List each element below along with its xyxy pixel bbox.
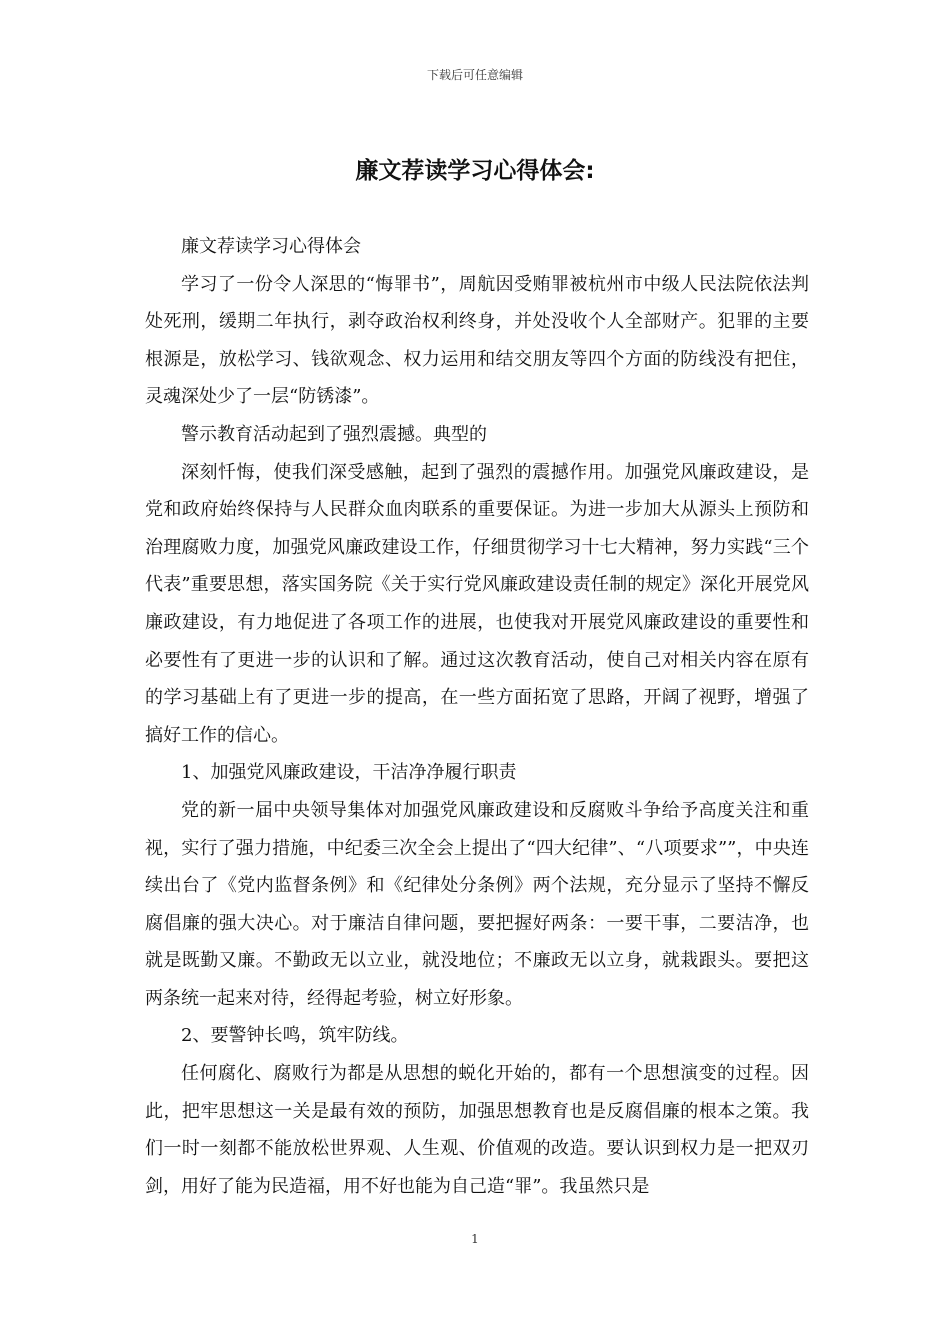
document-title: 廉文荐读学习心得体会: [355, 158, 595, 184]
paragraph: 廉文荐读学习心得体会 [181, 236, 361, 257]
paragraph: 党的新一届中央领导集体对加强党风廉政建设和反腐败斗争给予高度关注和重视，实行了强力措施，中纪委三次全会上提出了“四大纪律”、“八项要求””，中央连续出台了《党内监督条例》和《纪律处分条例》两个法规，充分显示了坚持不懈反腐倡廉的强大决心。对于廉洁自律问题，要把握好两条：一要干事，二要洁净，也就是既勤又廉。不勤政无以立业，就没地位；不廉政无以立身，就栽跟头。要把这两条统一起来对待，经得起考验，树立好形象。 [145, 799, 809, 1009]
document-body [145, 228, 809, 1205]
page-number: 1 [471, 1232, 479, 1246]
header-note: 下载后可任意编辑 [426, 68, 523, 82]
section-heading: 2、要警钟长鸣，筑牢防线。 [181, 1025, 409, 1047]
paragraph: 学习了一份令人深思的“悔罪书”，周航因受贿罪被杭州市中级人民法院依法判处死刑，缓期二年执行，剥夺政治权利终身，并处没收个人全部财产。犯罪的主要根源是，放松学习、钱欲观念、权力运用和结交朋友等四个方面的防线没有把住，灵魂深处少了一层“防锈漆”。 [145, 273, 809, 408]
paragraph: 警示教育活动起到了强烈震撼。典型的 [181, 423, 487, 445]
paragraph: 深刻忏悔，使我们深受感触，起到了强烈的震撼作用。加强党风廉政建设，是党和政府始终保持与人民群众血肉联系的重要保证。为进一步加大从源头上预防和治理腐败力度，加强党风廉政建设工作，仔细贯彻学习十七大精神，努力实践“三个代表”重要思想，落实国务院《关于实行党风廉政建设责任制的规定》深化开展党风廉政建设，有力地促进了各项工作的进展，也使我对开展党风廉政建设的重要性和必要性有了更进一步的认识和了解。通过这次教育活动，使自己对相关内容在原有的学习基础上有了更进一步的提高，在一些方面拓宽了思路，开阔了视野，增强了搞好工作的信心。 [145, 461, 809, 746]
section-heading: 1、加强党风廉政建设，干洁净净履行职责 [181, 762, 517, 784]
paragraph: 任何腐化、腐败行为都是从思想的蜕化开始的，都有一个思想演变的过程。因此，把牢思想这一关是最有效的预防，加强思想教育也是反腐倡廉的根本之策。我们一时一刻都不能放松世界观、人生观、价值观的改造。要认识到权力是一把双刃剑，用好了能为民造福，用不好也能为自己造“罪”。我虽然只是 [145, 1063, 809, 1197]
